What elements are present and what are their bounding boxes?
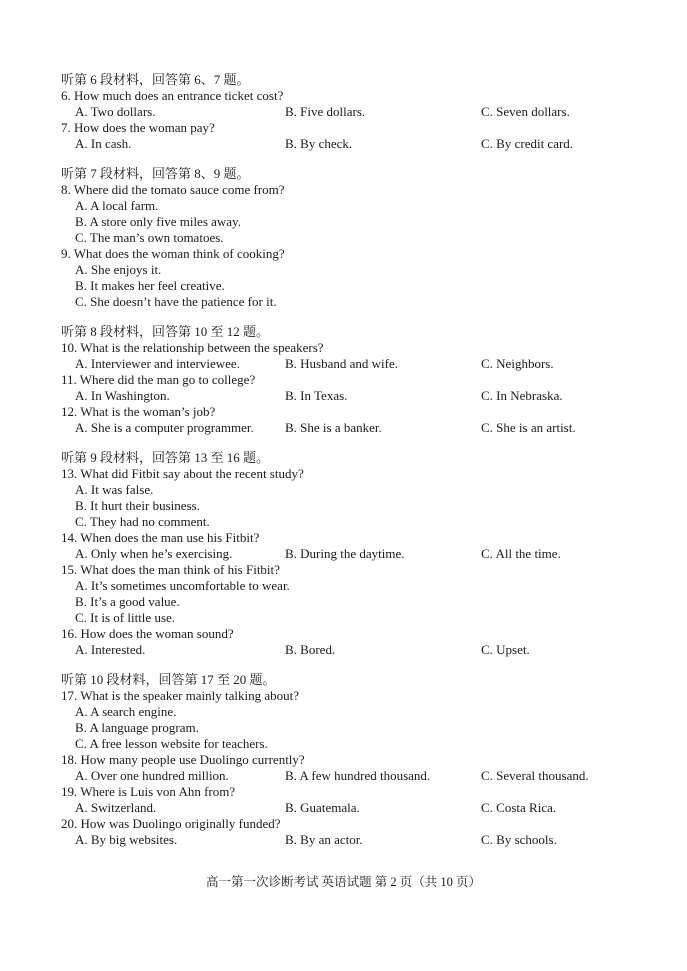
option-a: A. Over one hundred million. <box>75 768 229 783</box>
option-c: C. Seven dollars. <box>481 104 570 119</box>
question-stem: 13. What did Fitbit say about the recent study? <box>61 466 304 481</box>
listening-section <box>61 166 621 310</box>
question-stem: 8. Where did the tomato sauce come from? <box>61 182 285 197</box>
option-row <box>61 800 621 816</box>
option-b: B. It hurt their business. <box>75 498 200 513</box>
question-stem: 6. How much does an entrance ticket cost? <box>61 88 284 103</box>
page-footer: 高一第一次诊断考试 英语试题 第 2 页（共 10 页） <box>205 875 481 889</box>
question-stem: 16. How does the woman sound? <box>61 626 234 641</box>
option-row <box>61 420 621 436</box>
option-a: A. By big websites. <box>75 832 178 847</box>
option-c: C. It is of little use. <box>75 610 176 625</box>
option-c: C. Upset. <box>481 642 530 657</box>
option-b: B. In Texas. <box>285 388 348 403</box>
question-stem: 9. What does the woman think of cooking? <box>61 246 285 261</box>
option-b: B. During the daytime. <box>285 546 405 561</box>
option-b: B. A few hundred thousand. <box>285 768 431 783</box>
option-a: A. A search engine. <box>75 704 177 719</box>
option-b: B. By an actor. <box>285 832 363 847</box>
option-b: B. Husband and wife. <box>285 356 399 371</box>
option-c: C. The man’s own tomatoes. <box>75 230 224 245</box>
option-a: A. In cash. <box>75 136 132 151</box>
question-stem: 11. Where did the man go to college? <box>61 372 256 387</box>
option-a: A. It’s sometimes uncomfortable to wear. <box>75 578 290 593</box>
question-stem: 10. What is the relationship between the speakers? <box>61 340 324 355</box>
option-c: C. In Nebraska. <box>481 388 563 403</box>
option-row <box>61 642 621 658</box>
option-a: A. Two dollars. <box>75 104 156 119</box>
option-row <box>61 388 621 404</box>
question-stem: 15. What does the man think of his Fitbit? <box>61 562 280 577</box>
option-c: C. They had no comment. <box>75 514 210 529</box>
option-b: B. Bored. <box>285 642 336 657</box>
listening-section <box>61 450 621 658</box>
option-b: B. Guatemala. <box>285 800 360 815</box>
option-b: B. It’s a good value. <box>75 594 180 609</box>
option-b: B. Five dollars. <box>285 104 366 119</box>
option-a: A. A local farm. <box>75 198 159 213</box>
question-stem: 7. How does the woman pay? <box>61 120 215 135</box>
option-a: A. Only when he’s exercising. <box>75 546 233 561</box>
option-c: C. A free lesson website for teachers. <box>75 736 268 751</box>
option-a: A. She is a computer programmer. <box>75 420 254 435</box>
option-c: C. By schools. <box>481 832 557 847</box>
option-b: B. A language program. <box>75 720 199 735</box>
option-a: A. She enjoys it. <box>75 262 162 277</box>
option-row <box>61 546 621 562</box>
option-row <box>61 104 621 120</box>
option-b: B. A store only five miles away. <box>75 214 241 229</box>
exam-page <box>61 72 621 848</box>
option-b: B. By check. <box>285 136 353 151</box>
option-b: B. It makes her feel creative. <box>75 278 225 293</box>
question-stem: 19. Where is Luis von Ahn from? <box>61 784 236 799</box>
option-a: A. It was false. <box>75 482 154 497</box>
question-stem: 17. What is the speaker mainly talking about? <box>61 688 300 703</box>
option-c: C. She is an artist. <box>481 420 576 435</box>
option-c: C. Costa Rica. <box>481 800 557 815</box>
option-a: A. In Washington. <box>75 388 170 403</box>
listening-section <box>61 672 621 848</box>
option-a: A. Interviewer and interviewee. <box>75 356 240 371</box>
option-row <box>61 768 621 784</box>
option-b: B. She is a banker. <box>285 420 382 435</box>
question-stem: 12. What is the woman’s job? <box>61 404 216 419</box>
option-c: C. By credit card. <box>481 136 574 151</box>
option-row <box>61 356 621 372</box>
question-stem: 14. When does the man use his Fitbit? <box>61 530 260 545</box>
option-row <box>61 832 621 848</box>
listening-section <box>61 324 621 436</box>
listening-section <box>61 72 621 152</box>
option-c: C. Several thousand. <box>481 768 589 783</box>
section-heading: 听第 10 段材料，回答第 17 至 20 题。 <box>61 672 276 687</box>
section-heading: 听第 8 段材料，回答第 10 至 12 题。 <box>61 324 270 339</box>
option-a: A. Interested. <box>75 642 146 657</box>
option-c: C. She doesn’t have the patience for it. <box>75 294 277 309</box>
question-stem: 18. How many people use Duolingo currently? <box>61 752 305 767</box>
section-heading: 听第 9 段材料，回答第 13 至 16 题。 <box>61 450 270 465</box>
question-stem: 20. How was Duolingo originally funded? <box>61 816 281 831</box>
section-heading: 听第 6 段材料，回答第 6、7 题。 <box>61 72 250 87</box>
option-a: A. Switzerland. <box>75 800 157 815</box>
option-row <box>61 136 621 152</box>
option-c: C. Neighbors. <box>481 356 554 371</box>
section-heading: 听第 7 段材料，回答第 8、9 题。 <box>61 166 250 181</box>
option-c: C. All the time. <box>481 546 561 561</box>
